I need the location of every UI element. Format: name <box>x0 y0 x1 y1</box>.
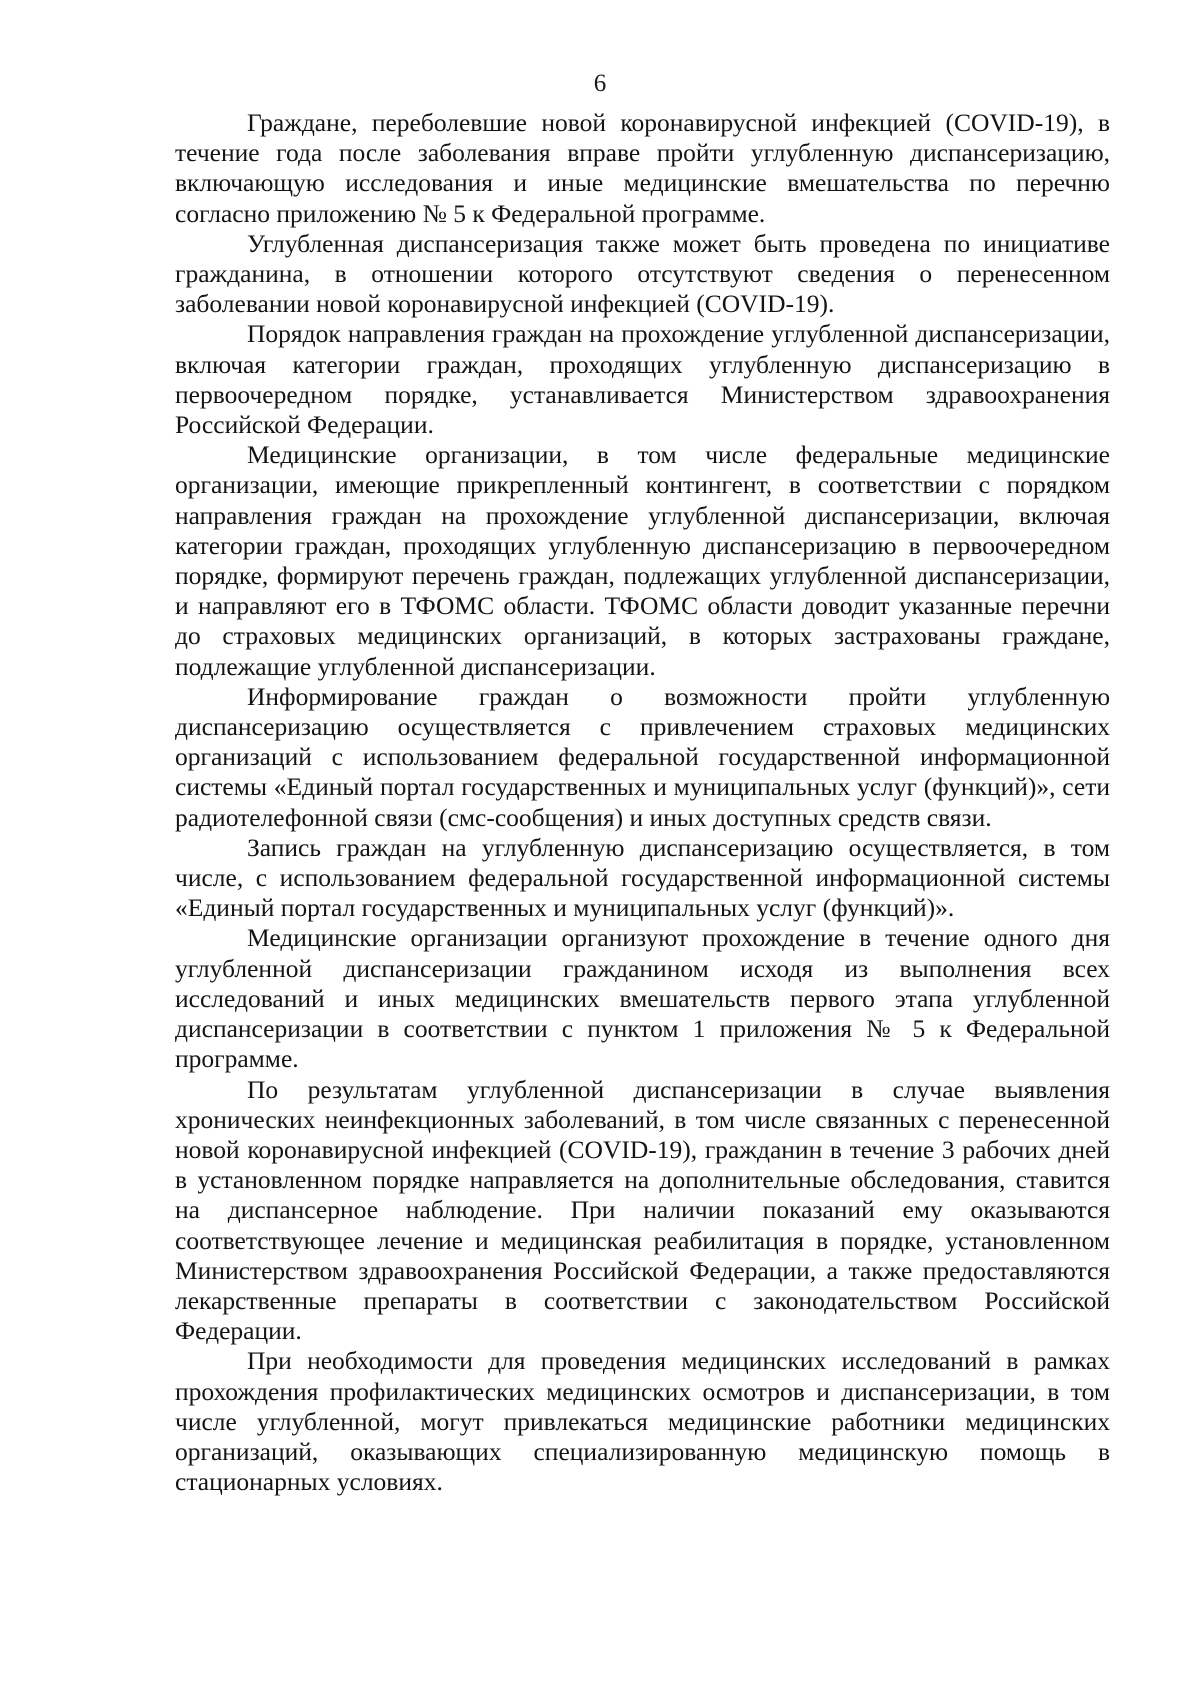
paragraph-2: Углубленная диспансеризация также может быть проведена по инициативе гражданина, в отношении которого отсутствуют сведения о перенесенном заболевании новой коронавирусной инфекцией (COVID-19). <box>175 228 1110 319</box>
paragraph-7: Медицинские организации организуют прохождение в течение одного дня углубленной диспансеризации гражданином исходя из выполнения всех исследований и иных медицинских вмешательств первого этапа углубленной диспансеризации в соответствии с пунктом 1 приложения № 5 к Федеральной программе. <box>175 923 1110 1074</box>
paragraph-9: При необходимости для проведения медицинских исследований в рамках прохождения профилактических медицинских осмотров и диспансеризации, в том числе углубленной, могут привлекаться медицинские работники медицинских организаций, оказывающих специализированную медицинскую помощь в стационарных условиях. <box>175 1346 1110 1497</box>
paragraph-1: Граждане, переболевшие новой коронавирусной инфекцией (COVID-19), в течение года после заболевания вправе пройти углубленную диспансеризацию, включающую исследования и иные медицинские вмешательства по перечню согласно приложению № 5 к Федеральной программе. <box>175 108 1110 228</box>
paragraph-4: Медицинские организации, в том числе федеральные медицинские организации, имеющие прикрепленный контингент, в соответствии с порядком направления граждан на прохождение углубленной диспансеризации, включая категории граждан, проходящих углубленную диспансеризацию в первоочередном порядке, формируют перечень граждан, подлежащих углубленной диспансеризации, и направляют его в ТФОМС области. ТФОМС области доводит указанные перечни до страховых медицинских организаций, в которых застрахованы граждане, подлежащие углубленной диспансеризации. <box>175 440 1110 681</box>
paragraph-5: Информирование граждан о возможности пройти углубленную диспансеризацию осуществляется с привлечением страховых медицинских организаций с использованием федеральной государственной информационной системы «Единый портал государственных и муниципальных услуг (функций)», сети радиотелефонной связи (смс-сообщения) и иных доступных средств связи. <box>175 681 1110 832</box>
paragraph-6: Запись граждан на углубленную диспансеризацию осуществляется, в том числе, с использованием федеральной государственной информационной системы «Единый портал государственных и муниципальных услуг (функций)». <box>175 832 1110 923</box>
document-body <box>175 108 1110 1497</box>
page-number: 6 <box>593 70 607 97</box>
paragraph-8: По результатам углубленной диспансеризации в случае выявления хронических неинфекционных заболеваний, в том числе связанных с перенесенной новой коронавирусной инфекцией (COVID-19), гражданин в течение 3 рабочих дней в установленном порядке направляется на дополнительные обследования, ставится на диспансерное наблюдение. При наличии показаний ему оказываются соответствующее лечение и медицинская реабилитация в порядке, установленном Министерством здравоохранения Российской Федерации, а также предоставляются лекарственные препараты в соответствии с законодательством Российской Федерации. <box>175 1074 1110 1346</box>
paragraph-3: Порядок направления граждан на прохождение углубленной диспансеризации, включая категории граждан, проходящих углубленную диспансеризацию в первоочередном порядке, устанавливается Министерством здравоохранения Российской Федерации. <box>175 319 1110 440</box>
